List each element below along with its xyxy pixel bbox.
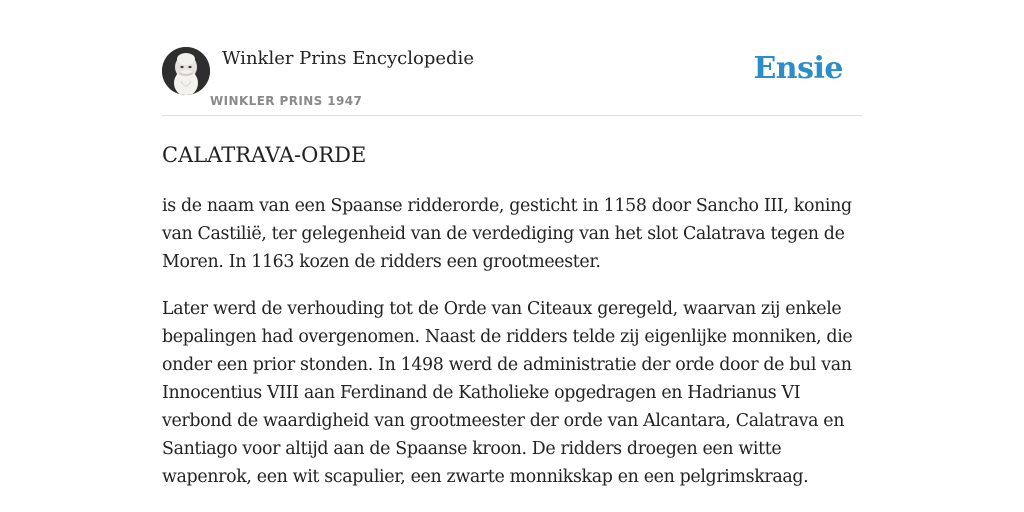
site-header xyxy=(162,40,862,116)
article-paragraph: is de naam van een Spaanse ridderorde, gesticht in 1158 door Sancho III, koning van Castilië, ter gelegenheid van de verdediging van het slot Calatrava tegen de Moren. In 1163 kozen de ridders een grootmeester. xyxy=(162,196,852,272)
article-paragraph: Later werd de verhouding tot de Orde van Citeaux geregeld, waarvan zij enkele bepalingen had overgenomen. Naast de ridders telde zij eigenlijke monniken, die onder een prior stonden. In 1498 werd de administratie der orde door de bul van Innocentius VIII aan Ferdinand de Katholieke opgedragen en Hadrianus VI verbond de waardigheid van grootmeester der orde van Alcantara, Calatrava en Santiago voor altijd aan de Spaanse kroon. De ridders droegen een witte wapenrok, een wit scapulier, een zwarte monnikskap en een pelgrimskraag. xyxy=(162,299,853,487)
site-name[interactable]: Winkler Prins Encyclopedie xyxy=(222,48,474,69)
ensie-logo[interactable]: Ensie xyxy=(753,51,843,86)
bearded-man-portrait-icon xyxy=(162,47,210,95)
author-avatar[interactable] xyxy=(162,47,210,95)
article-body xyxy=(162,192,862,510)
edition-label[interactable]: WINKLER PRINS 1947 xyxy=(210,94,363,108)
page-title: CALATRAVA-ORDE xyxy=(162,143,367,167)
